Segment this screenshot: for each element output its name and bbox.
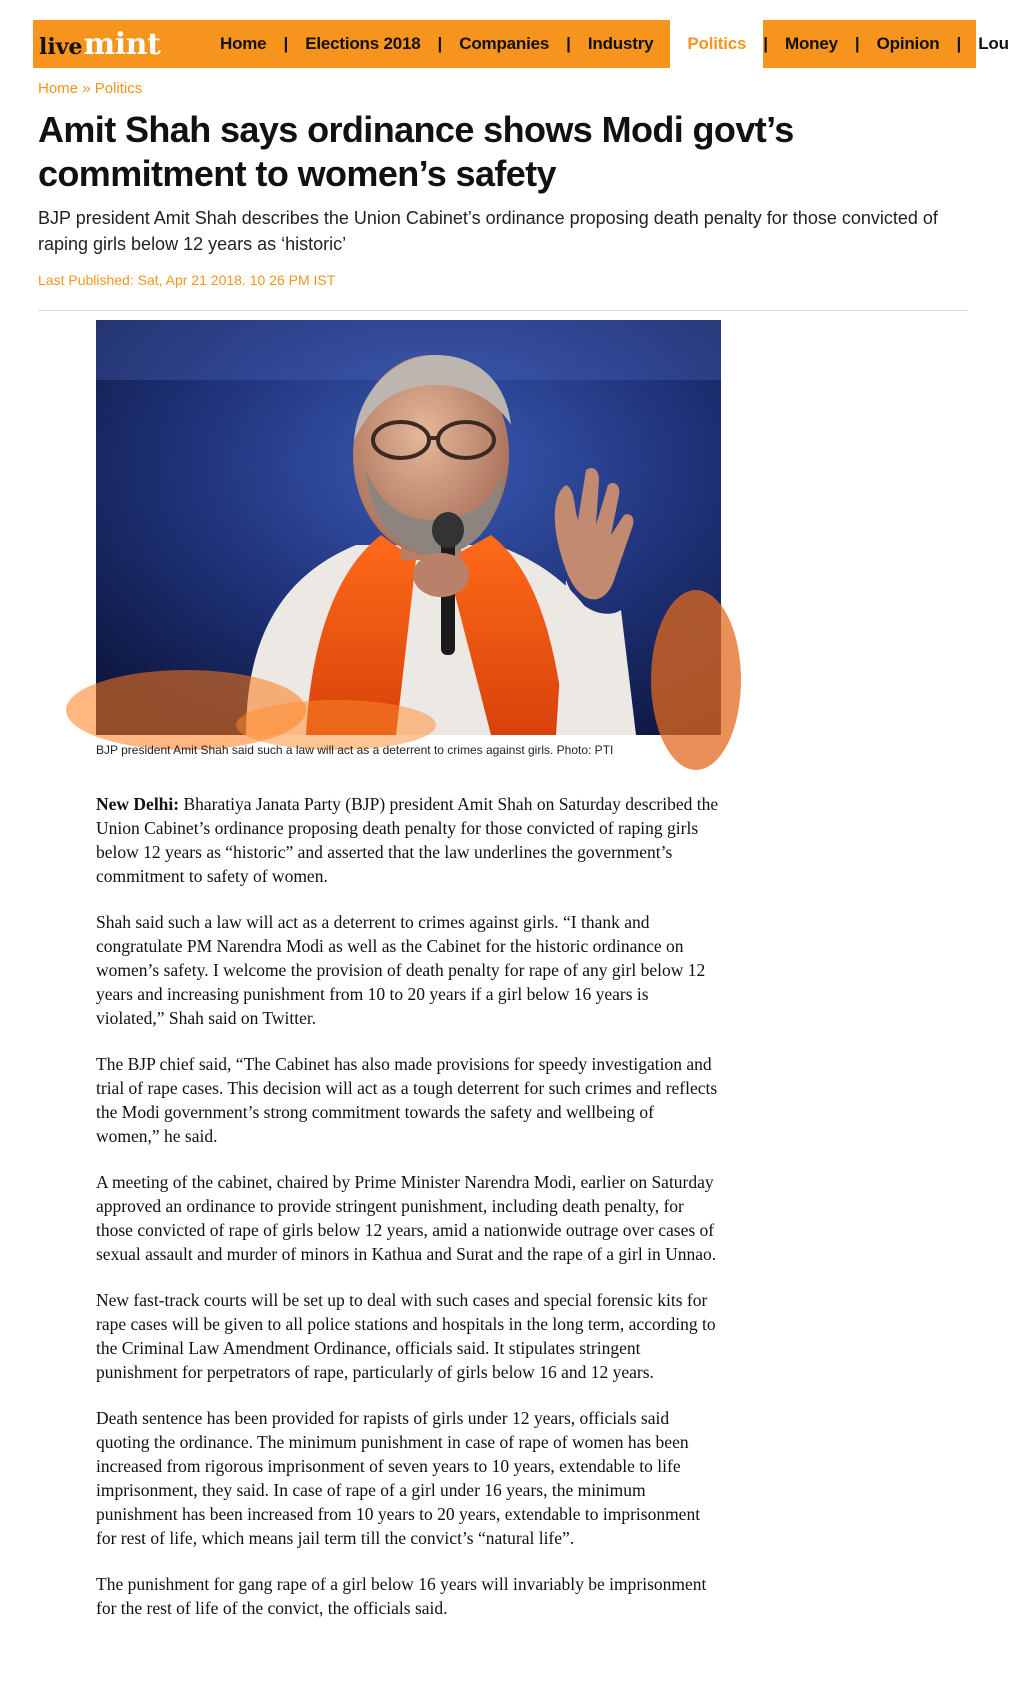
published-timestamp: Last Published: Sat, Apr 21 2018. 10 26 PM IST xyxy=(38,272,336,288)
nav-item-opinion[interactable]: Opinion xyxy=(876,34,940,53)
nav-item-companies[interactable]: Companies xyxy=(459,34,550,53)
article-body xyxy=(96,792,721,1642)
article-hero-photo xyxy=(96,320,721,735)
nav-item-money[interactable]: Money xyxy=(785,34,838,53)
nav-separator: | xyxy=(763,34,769,53)
nav-item-politics[interactable]: Politics xyxy=(670,20,763,68)
nav-separator: | xyxy=(956,34,962,53)
breadcrumb-separator: » xyxy=(82,80,91,97)
livemint-logo[interactable] xyxy=(39,24,160,64)
nav-item-lounge[interactable]: Lou xyxy=(978,34,1009,53)
breadcrumb-home[interactable]: Home xyxy=(38,80,79,97)
paragraph-text: Bharatiya Janata Party (BJP) president Amit Shah on Saturday described the Union Cabinet’s ordinance proposing death penalty for those convicted of raping girls below 12 years as “historic” and asserted that the law underlines the government’s commitment to safety of women. xyxy=(96,794,719,886)
article-paragraph: The BJP chief said, “The Cabinet has also made provisions for speedy investigation and trial of rape cases. This decision will act as a tough deterrent for such crimes and reflects the Modi government’s strong commitment towards the safety and wellbeing of women,” he said. xyxy=(96,1054,718,1146)
article-paragraph: New fast-track courts will be set up to deal with such cases and special forensic kits for rape cases will be given to all police stations and hospitals in the long term, according to the Criminal Law Amendment Ordinance, officials said. It stipulates stringent punishment for perpetrators of rape, particularly of girls below 16 and 12 years. xyxy=(96,1290,716,1382)
nav-separator: | xyxy=(437,34,443,53)
logo-mint-text: mint xyxy=(83,27,161,62)
nav-item-home[interactable]: Home xyxy=(220,34,267,53)
nav-item-elections-2018[interactable]: Elections 2018 xyxy=(305,34,421,53)
breadcrumb xyxy=(38,80,142,97)
article-summary: BJP president Amit Shah describes the Union Cabinet’s ordinance proposing death penalty for those convicted of raping girls below 12 years as ‘historic’ xyxy=(38,208,938,254)
nav-separator: | xyxy=(283,34,289,53)
article-paragraph: The punishment for gang rape of a girl below 16 years will invariably be imprisonment for the rest of life of the convict, the officials said. xyxy=(96,1574,707,1618)
nav-menu xyxy=(203,20,1026,68)
article-paragraph: Shah said such a law will act as a deterrent to crimes against girls. “I thank and congratulate PM Narendra Modi as well as the Cabinet for the historic ordinance on women’s safety. I welcome the provision of death penalty for rape of any girl below 12 years and increasing punishment from 10 to 20 years if a girl below 16 years is violated,” Shah said on Twitter. xyxy=(96,912,706,1028)
breadcrumb-politics[interactable]: Politics xyxy=(94,80,143,97)
top-nav-bar xyxy=(33,20,1009,68)
hero-photo-illustration xyxy=(96,320,721,735)
article-paragraph xyxy=(96,792,721,888)
nav-item-industry[interactable]: Industry xyxy=(587,34,654,53)
article-paragraph: Death sentence has been provided for rapists of girls under 12 years, officials said quoting the ordinance. The minimum punishment in case of rape of women has been increased from rigorous imprisonment of seven years to 10 years, extendable to life imprisonment, they said. In case of rape of a girl under 16 years, the minimum punishment has been increased from 10 years to 20 years, extendable to imprisonment for rest of life, which means jail term till the convict’s “natural life”. xyxy=(96,1408,701,1548)
nav-separator: | xyxy=(566,34,571,53)
article-headline: Amit Shah says ordinance shows Modi govt’s commitment to women’s safety xyxy=(38,109,794,194)
nav-separator: | xyxy=(854,34,860,53)
dateline: New Delhi: xyxy=(96,794,180,814)
header-divider xyxy=(38,310,968,311)
photo-caption: BJP president Amit Shah said such a law will act as a deterrent to crimes against girls. Photo: PTI xyxy=(96,743,614,757)
article-paragraph: A meeting of the cabinet, chaired by Prime Minister Narendra Modi, earlier on Saturday approved an ordinance to provide stringent punishment, including death penalty, for those convicted of rape of girls below 12 years, amid a nationwide outrage over cases of sexual assault and murder of minors in Kathua and Surat and the rape of a girl in Unnao. xyxy=(96,1172,717,1264)
logo-live-text: live xyxy=(39,34,83,60)
